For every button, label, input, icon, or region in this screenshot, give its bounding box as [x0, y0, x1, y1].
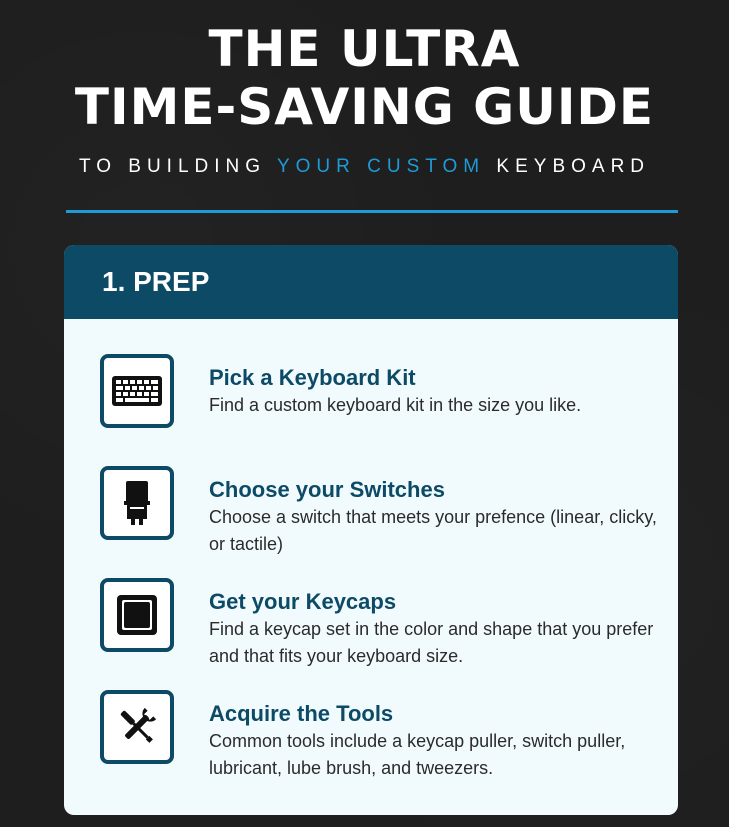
header-divider	[66, 210, 678, 213]
page-subtitle	[0, 156, 729, 178]
step-item	[100, 354, 660, 434]
step-description: Common tools include a keycap puller, switch puller, lubricant, lube brush, and tweezers.	[209, 731, 626, 778]
tools-icon	[100, 690, 174, 764]
step-title: Get your Keycaps	[209, 589, 397, 614]
keycap-icon	[100, 578, 174, 652]
step-title: Pick a Keyboard Kit	[209, 365, 416, 390]
step-item	[100, 690, 660, 778]
card-header	[64, 245, 678, 319]
switch-icon	[100, 466, 174, 540]
subtitle-accent: YOUR CUSTOM	[276, 156, 486, 177]
step-item	[100, 578, 660, 666]
subtitle-prefix: TO BUILDING	[78, 156, 277, 177]
title-line-2: TIME-SAVING GUIDE	[74, 78, 655, 136]
step-item	[100, 466, 660, 554]
section-title: 1. PREP	[102, 266, 210, 297]
prep-card	[64, 245, 678, 815]
step-description: Choose a switch that meets your prefence (linear, clicky, or tactile)	[209, 507, 657, 554]
keyboard-icon	[100, 354, 174, 428]
subtitle-suffix: KEYBOARD	[485, 156, 651, 177]
step-description: Find a keycap set in the color and shape that you prefer and that fits your keyboard size.	[209, 619, 654, 666]
title-line-1: THE ULTRA	[208, 20, 521, 78]
step-title: Choose your Switches	[209, 477, 445, 502]
step-title: Acquire the Tools	[209, 701, 394, 726]
step-description: Find a custom keyboard kit in the size you like.	[209, 395, 582, 415]
page-title	[0, 20, 729, 136]
